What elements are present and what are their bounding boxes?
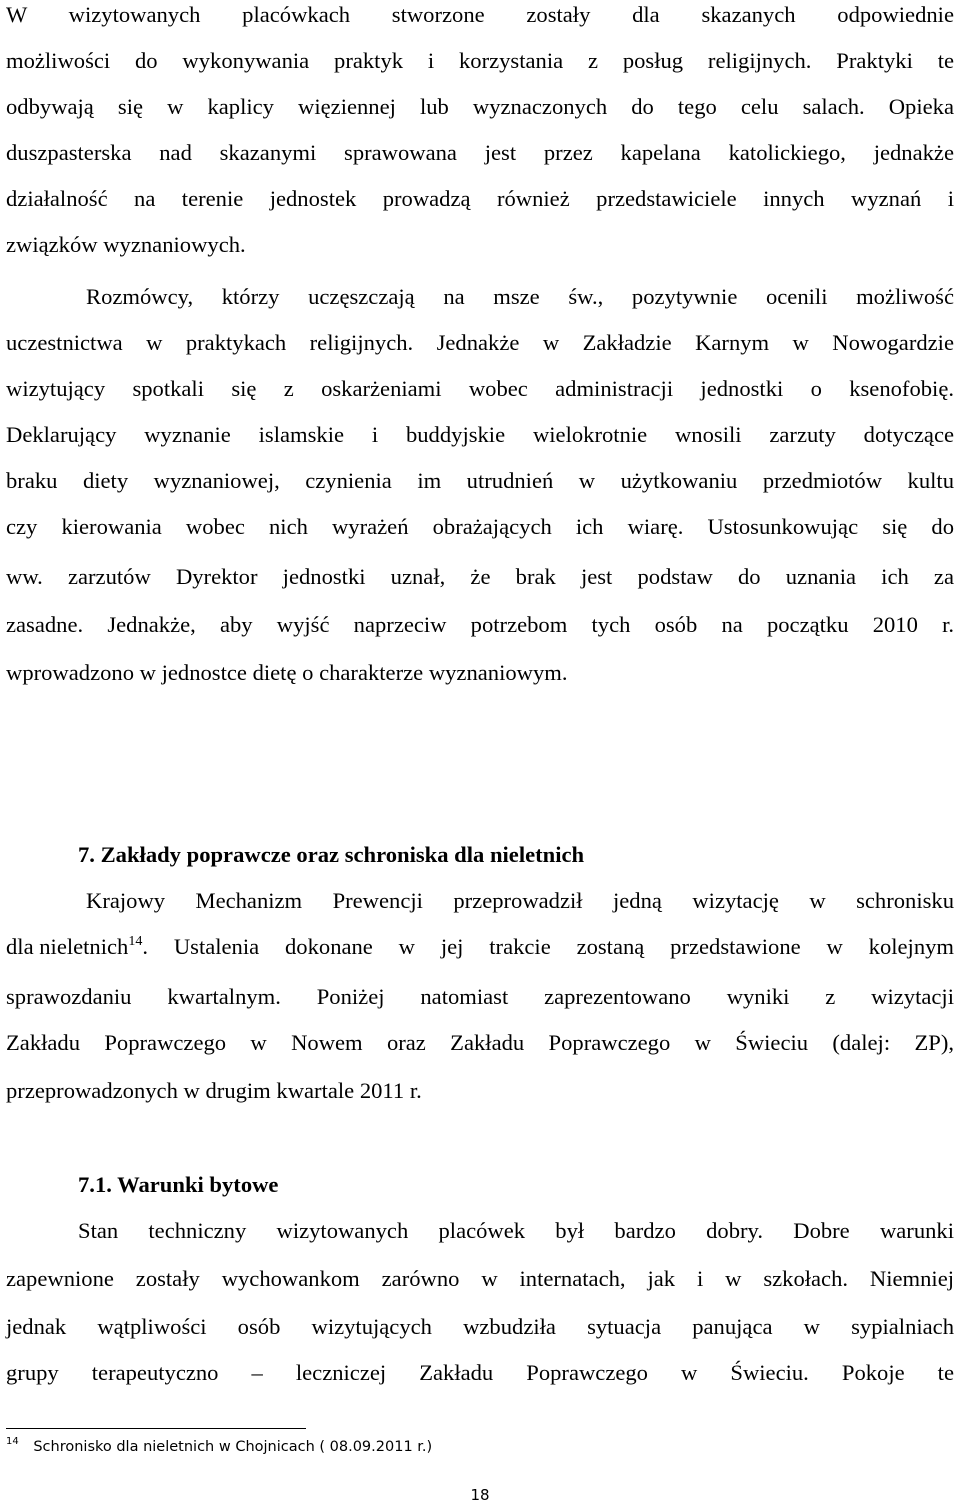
section-heading [78,840,954,870]
text-line: Stan techniczny wizytowanych placówek był bardzo dobry. Dobre warunki [78,1218,954,1243]
footnote-text: Schronisko dla nieletnich w Chojnicach ( 08.09.2011 r.) [33,1439,433,1455]
section-number: 7. [78,842,95,867]
text-line: wizytujący spotkali się z oskarżeniami wobec administracji jednostki o ksenofobię. [6,376,954,401]
text-line: działalność na terenie jednostek prowadzą również przedstawiciele innych wyznań i [6,186,954,211]
page-number: 18 [470,1486,490,1504]
text-line: zapewnione zostały wychowankom zarówno w internatach, jak i w szkołach. Niemniej [6,1266,954,1291]
text-line: grupy terapeutyczno – leczniczej Zakładu Poprawczego w Świeciu. Pokoje te [6,1360,954,1385]
text-line: odbywają się w kaplicy więziennej lub wyznaczonych do tego celu salach. Opieka [6,94,954,119]
text-line: jednak wątpliwości osób wizytujących wzbudziła sytuacja panująca w sypialniach [6,1314,954,1339]
text-line: Krajowy Mechanizm Prewencji przeprowadził jedną wizytację w schronisku [86,888,954,913]
text-line: wprowadzono w jednostce dietę o charakterze wyznaniowym. [6,660,568,685]
text-line: przeprowadzonych w drugim kwartale 2011 r. [6,1078,422,1103]
subsection-title: Warunki bytowe [117,1172,279,1197]
footnote-separator [6,1428,306,1429]
text-line: możliwości do wykonywania praktyk i korzystania z posług religijnych. Praktyki te [6,48,954,73]
subsection-heading [78,1170,954,1200]
text-fragment: . Ustalenia dokonane w jej trakcie zostaną przedstawione w kolejnym [142,934,954,959]
text-line: braku diety wyznaniowej, czynienia im utrudnień w użytkowaniu przedmiotów kultu [6,468,954,493]
text-line: sprawozdaniu kwartalnym. Poniżej natomiast zaprezentowano wyniki z wizytacji [6,984,954,1009]
text-line: ww. zarzutów Dyrektor jednostki uznał, że brak jest podstaw do uznania ich za [6,564,954,589]
text-line: zasadne. Jednakże, aby wyjść naprzeciw potrzebom tych osób na początku 2010 r. [6,612,954,637]
footnote-number: 14 [6,1436,19,1447]
text-line: W wizytowanych placówkach stworzone zostały dla skazanych odpowiednie [6,2,954,27]
text-line: duszpasterska nad skazanymi sprawowana jest przez kapelana katolickiego, jednakże [6,140,954,165]
footnote-reference: 14 [128,934,143,949]
subsection-number: 7.1. [78,1172,112,1197]
text-line: uczestnictwa w praktykach religijnych. Jednakże w Zakładzie Karnym w Nowogardzie [6,330,954,355]
section-title: Zakłady poprawcze oraz schroniska dla nieletnich [100,842,585,867]
footnote [6,1434,706,1460]
text-fragment: dla nieletnich$^{14}$ [6,934,143,959]
text-line: Rozmówcy, którzy uczęszczają na msze św., pozytywnie ocenili możliwość [86,284,954,309]
text-line: Zakładu Poprawczego w Nowem oraz Zakładu Poprawczego w Świeciu (dalej: ZP), [6,1030,954,1055]
text-line: czy kierowania wobec nich wyrażeń obrażających ich wiarę. Ustosunkowując się do [6,514,954,539]
text-line [6,932,954,962]
text-line: związków wyznaniowych. [6,232,246,257]
text-line: Deklarujący wyznanie islamskie i buddyjskie wielokrotnie wnosili zarzuty dotyczące [6,422,954,447]
